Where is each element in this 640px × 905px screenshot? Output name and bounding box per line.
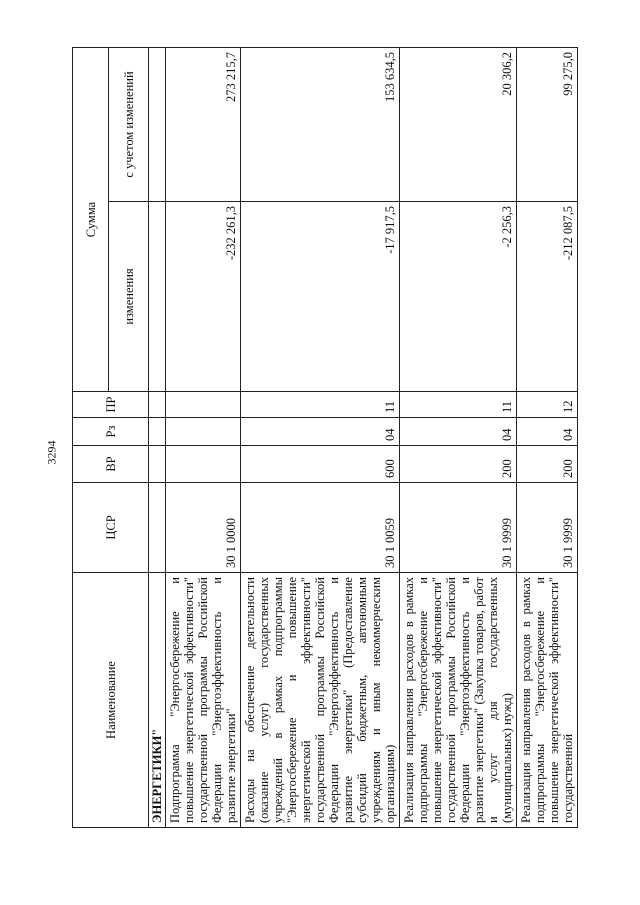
- row-name: Расходы на обеспечение деятельности (оказание услуг) государственных учреждений в рамках подпрограммы "Энергосбережение и повышение энергетической эффективности" государственной программы Российской Федерации "Энергоэффективность и развитие энергетики" (Предоставление субсидий бюджетным, автономным учреждениям и иным некоммерческим организациям): [241, 573, 400, 828]
- row-csr: [149, 483, 166, 573]
- row-csr: 30 1 0000: [166, 483, 241, 573]
- row-vr: 600: [241, 446, 400, 483]
- row-name: ЭНЕРГЕТИКИ": [149, 573, 166, 828]
- header-with-changes: с учетом изменений: [109, 48, 149, 202]
- row-rz: 04: [241, 418, 400, 446]
- header-name: Наименование: [73, 573, 149, 828]
- page-number: 3294: [44, 440, 59, 465]
- table-row: [166, 48, 241, 828]
- header-pr: ПР: [73, 392, 149, 418]
- row-total: 20 306,2: [400, 48, 517, 202]
- row-total: 99 275,0: [517, 48, 578, 202]
- row-rz: 04: [400, 418, 517, 446]
- row-change: -232 261,3: [166, 202, 241, 392]
- table-row: [517, 48, 578, 828]
- header-vr: ВР: [73, 446, 149, 483]
- row-pr: 11: [241, 392, 400, 418]
- row-pr: 11: [400, 392, 517, 418]
- table-row: [241, 48, 400, 828]
- row-vr: 200: [400, 446, 517, 483]
- table-row: [400, 48, 517, 828]
- row-total: [149, 48, 166, 202]
- budget-table: [72, 47, 578, 828]
- table-row: [149, 48, 166, 828]
- row-change: -212 087,5: [517, 202, 578, 392]
- row-name: Реализация направления расходов в рамках подпрограммы "Энергосбережение и повышение энергетической эффективности" государственной: [517, 573, 578, 828]
- row-total: 153 634,5: [241, 48, 400, 202]
- row-csr: 30 1 0059: [241, 483, 400, 573]
- rotated-table-container: [72, 48, 575, 828]
- row-change: [149, 202, 166, 392]
- header-change: изменения: [109, 202, 149, 392]
- row-total: 273 215,7: [166, 48, 241, 202]
- row-csr: 30 1 9999: [400, 483, 517, 573]
- row-vr: [149, 446, 166, 483]
- row-rz: 04: [517, 418, 578, 446]
- header-sum: Сумма: [73, 48, 109, 392]
- row-rz: [149, 418, 166, 446]
- row-name: Реализация направления расходов в рамках подпрограммы "Энергосбережение и повышение энергетической эффективности" государственной программы Российской Федерации "Энергоэффективность и развитие энергетики" (Закупка товаров, работ и услуг для государственных (муниципальных) нужд): [400, 573, 517, 828]
- row-pr: 12: [517, 392, 578, 418]
- row-vr: [166, 446, 241, 483]
- row-change: -2 256,3: [400, 202, 517, 392]
- row-csr: 30 1 9999: [517, 483, 578, 573]
- row-pr: [166, 392, 241, 418]
- header-csr: ЦСР: [73, 483, 149, 573]
- row-vr: 200: [517, 446, 578, 483]
- header-rz: Рз: [73, 418, 149, 446]
- row-name: Подпрограмма "Энергосбережение и повышение энергетической эффективности" государственной программы Российской Федерации "Энергоэффективность и развитие энергетики": [166, 573, 241, 828]
- row-change: -17 917,5: [241, 202, 400, 392]
- row-pr: [149, 392, 166, 418]
- row-rz: [166, 418, 241, 446]
